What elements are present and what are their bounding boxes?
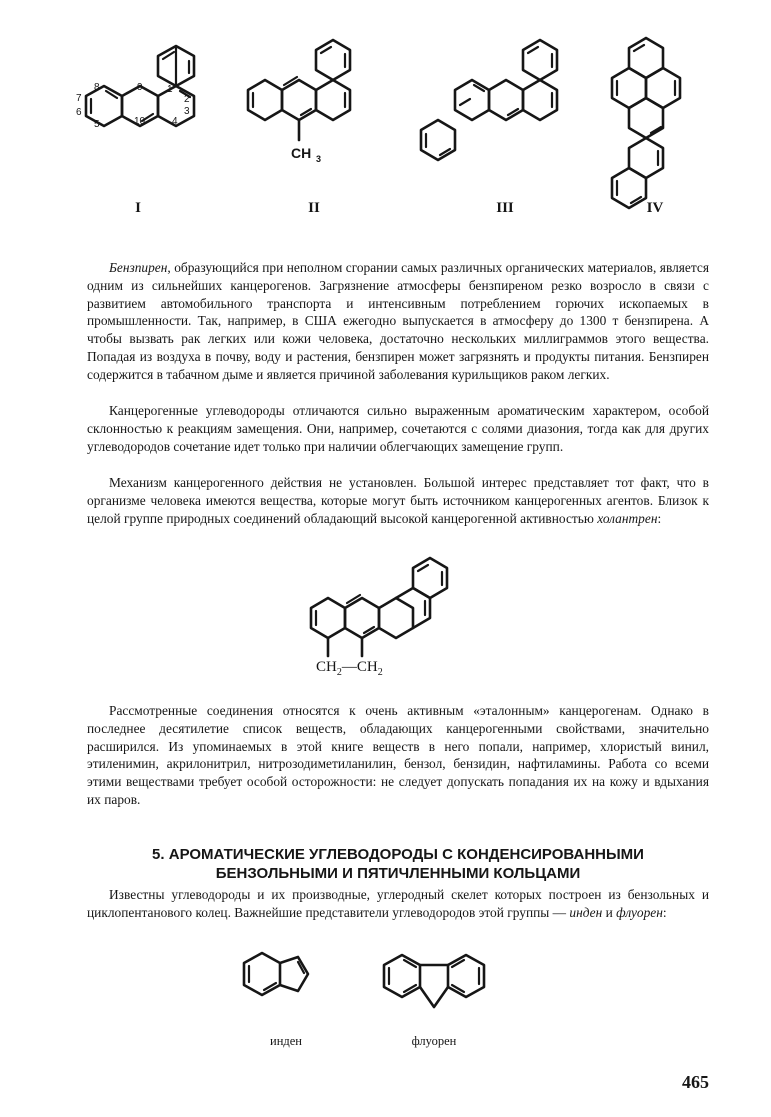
paragraph-reference-carcinogens: Рассмотренные соединения относятся к очень активным «эталонным» канцерогенам. Однако в последнее десятилетие список веществ, обладающих канцерогенными свойствами, значительно расширился. Из упоминаемых в этой книге веществ в него попали, например, хлористый винил, этиленимин, акрилонитрил, нитрозодиметиланилин, бензол, бензидин, нафтиламины. Работа со всеми этими веществами требует особой осторожности: не следует допускать попадания их на кожу и вдыхания их паров. xyxy=(87,703,709,807)
ring-label: 8 xyxy=(94,82,100,93)
structure-ii xyxy=(248,40,350,140)
numeral-iii: III xyxy=(496,200,514,216)
structure-indene xyxy=(244,953,308,995)
ring-label: 6 xyxy=(76,107,82,118)
paragraph-carcinogen-properties: Канцерогенные углеводороды отличаются сильно выраженным ароматическим характером, особой склонностью к реакциям замещения. Они, например, сочетаются с солями диазония, тогда как для других углеводородов сочетание идет только при наличии облегчающих замещение групп. xyxy=(87,403,709,454)
ring-label: 3 xyxy=(184,106,190,117)
term-indene: инден xyxy=(569,904,603,920)
page-number: 465 xyxy=(682,1072,709,1092)
structure-fluorene xyxy=(384,955,484,1007)
paragraph-benzpyrene: Бензпирен, образующийся при неполном сгорании самых различных органических материалов, является одним из сильнейших канцерогенов. Загрязнение атмосферы бензпиреном резко возросло в связи с развитием автомобильного транспорта и интенсивным потреблением горючих ископаемых в промышленности. Так, например, в США ежегодно выпускается в атмосферу до 1300 т бензпирена. А чтобы вызвать рак легких или кожи человека, достаточно нескольких миллиграммов этого вещества. Попадая из воздуха в почву, воду и растения, бензпирен может загрязнять и продукты питания. Бензпирен содержится в табачном дыме и является причиной заболевания курильщиков раком легких. xyxy=(87,260,709,382)
structure-iv xyxy=(612,38,680,208)
caption-fluorene: флуорен xyxy=(411,1034,457,1048)
ring-label: 9 xyxy=(137,82,143,93)
term-cholanthrene: холантрен xyxy=(597,510,658,526)
ring-label: 5 xyxy=(94,119,100,130)
paragraph-mechanism: Механизм канцерогенного действия не установлен. Большой интерес представляет тот факт, что в организме человека имеются вещества, которые могут быть источником канцерогенных агентов. Близок к целой группе природных соединений обладающий высокой канцерогенной активностью холантрен: xyxy=(87,475,709,526)
term-benzpyrene: Бензпирен xyxy=(109,260,168,275)
methyl-label: CH xyxy=(291,145,312,161)
ring-label: 1 xyxy=(167,84,173,95)
numeral-i: I xyxy=(135,200,141,216)
caption-indene: инден xyxy=(270,1034,302,1048)
cholanthrene-bridge-label: $CH_2—CH_2$ xyxy=(316,659,383,678)
structures-indene-fluorene xyxy=(0,935,771,1035)
structure-iii xyxy=(421,40,557,160)
numeral-iv: IV xyxy=(646,200,664,216)
numeral-ii: II xyxy=(308,200,320,216)
ring-label: 4 xyxy=(172,116,178,127)
methyl-subscript: 3 xyxy=(316,154,322,164)
term-fluorene: флуорен xyxy=(616,904,663,920)
section-heading: 5. АРОМАТИЧЕСКИЕ УГЛЕВОДОРОДЫ С КОНДЕНСИРОВАННЫМИ БЕНЗОЛЬНЫМИ И ПЯТИЧЛЕННЫМИ КОЛЬЦАМИ xyxy=(152,846,644,882)
ring-label: 10 xyxy=(134,116,146,127)
ring-label: 2 xyxy=(184,94,190,105)
section-number: 5. xyxy=(152,846,165,863)
paragraph-indene-fluorene: Известны углеводороды и их производные, углеродный скелет которых построен из бензольных и циклопентанового колец. Важнейшие представители углеводородов этой группы — инден и флуорен: xyxy=(87,887,709,920)
ring-label: 7 xyxy=(76,93,82,104)
